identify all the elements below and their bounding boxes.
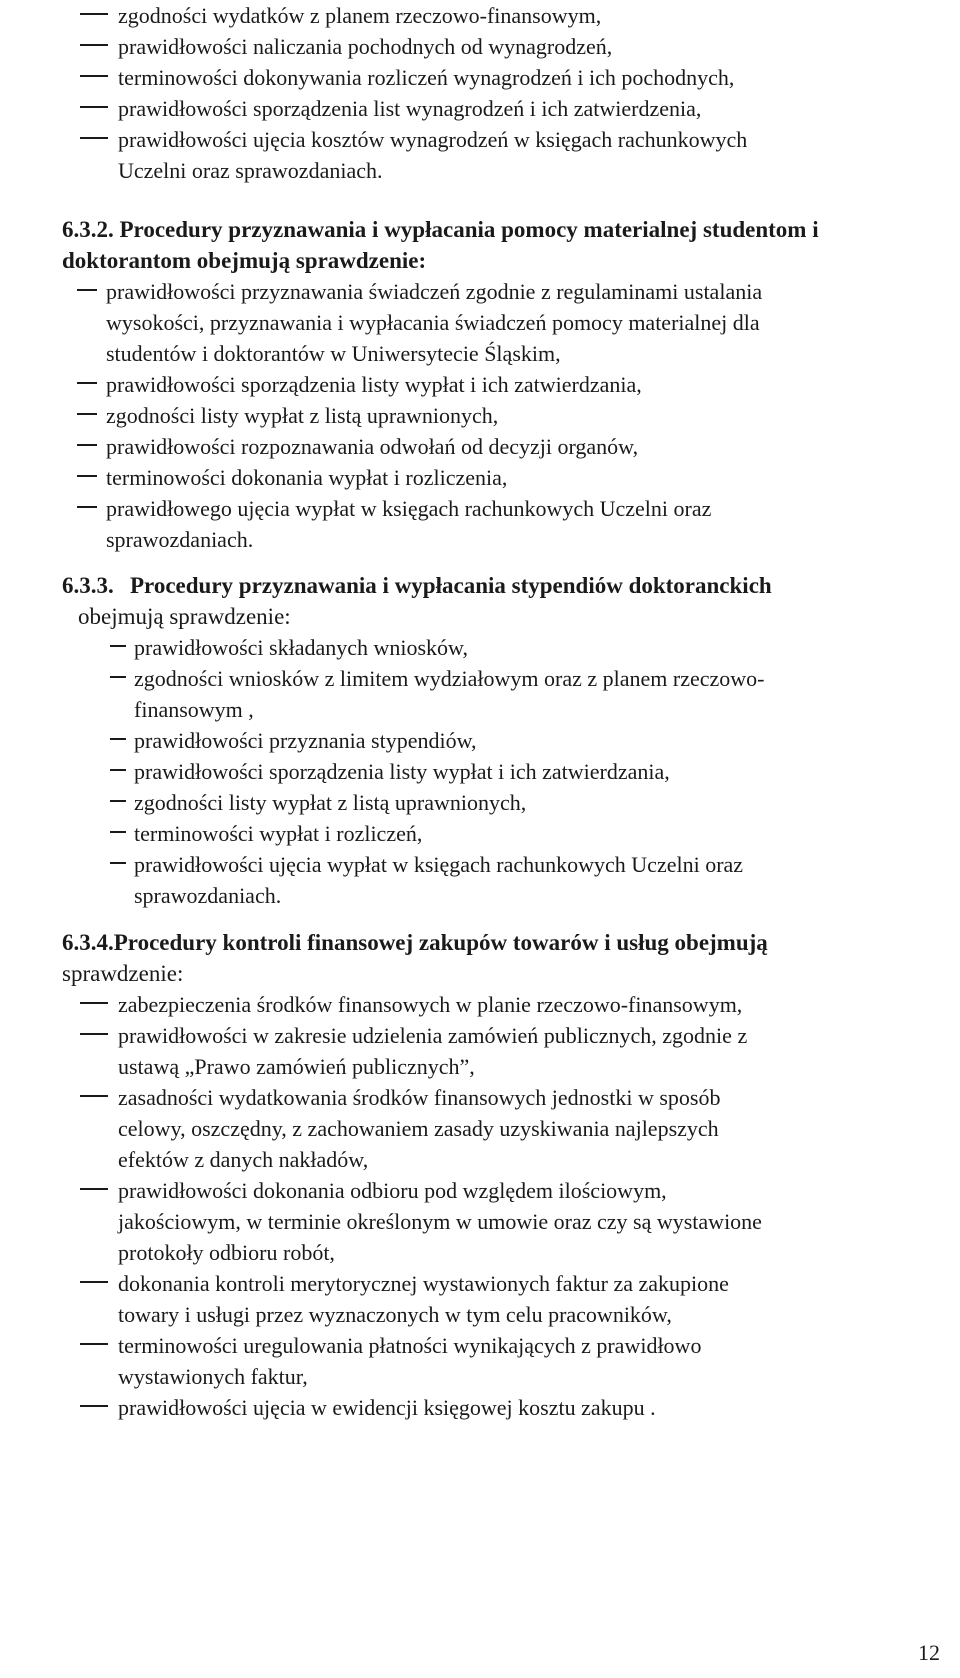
list-item-line: Uczelni oraz sprawozdaniach. — [118, 158, 383, 183]
dash-bullet — [80, 75, 108, 77]
dash-bullet — [110, 800, 126, 802]
list-item-line: protokoły odbioru robót, — [118, 1240, 335, 1265]
dash-bullet — [80, 137, 108, 139]
list-item-line: terminowości dokonania wypłat i rozliczenia, — [106, 465, 508, 490]
list-item-line: prawidłowości w zakresie udzielenia zamówień publicznych, zgodnie z — [118, 1023, 748, 1048]
dash-bullet — [80, 1095, 108, 1097]
list-item-line: sprawozdaniach. — [106, 527, 254, 552]
list-item-line: sprawozdaniach. — [134, 883, 282, 908]
list-item-line: celowy, oszczędny, z zachowaniem zasady uzyskiwania najlepszych — [118, 1116, 719, 1141]
dash-bullet — [110, 862, 126, 864]
page-number: 12 — [918, 1640, 940, 1665]
list-item-line: prawidłowego ujęcia wypłat w księgach rachunkowych Uczelni oraz — [106, 496, 712, 521]
dash-bullet — [77, 289, 97, 291]
dash-bullet — [110, 738, 126, 740]
list-item-line: wysokości, przyznawania i wypłacania świadczeń pomocy materialnej dla — [106, 310, 760, 335]
list-item-line: terminowości dokonywania rozliczeń wynagrodzeń i ich pochodnych, — [118, 65, 735, 90]
dash-bullet — [77, 382, 97, 384]
section-heading-continuation: doktorantom obejmują sprawdzenie: — [62, 248, 427, 273]
list-item-line: zgodności wniosków z limitem wydziałowym oraz z planem rzeczowo- — [134, 666, 765, 691]
section-heading: 6.3.4.Procedury kontroli finansowej zakupów towarów i usług obejmują — [62, 930, 768, 955]
dash-bullet — [80, 106, 108, 108]
list-item-line: studentów i doktorantów w Uniwersytecie Śląskim, — [106, 341, 561, 366]
list-item-line: prawidłowości składanych wniosków, — [134, 635, 469, 660]
dash-bullet — [77, 475, 97, 477]
dash-bullet — [80, 1405, 108, 1407]
dash-bullet — [80, 1343, 108, 1345]
list-item-line: prawidłowości sporządzenia list wynagrodzeń i ich zatwierdzenia, — [118, 96, 702, 121]
section-heading: Procedury przyznawania i wypłacania stypendiów doktoranckich — [130, 573, 772, 598]
section-heading-continuation: sprawdzenie: — [62, 961, 184, 986]
list-item-line: prawidłowości przyznania stypendiów, — [134, 728, 477, 753]
list-item-line: ustawą „Prawo zamówień publicznych”, — [118, 1054, 475, 1079]
section-heading-continuation: obejmują sprawdzenie: — [78, 604, 291, 629]
dash-bullet — [110, 769, 126, 771]
dash-bullet — [110, 831, 126, 833]
list-item-line: prawidłowości ujęcia w ewidencji księgowej kosztu zakupu . — [118, 1395, 656, 1420]
list-item-line: prawidłowości sporządzenia listy wypłat i ich zatwierdzania, — [134, 759, 670, 784]
list-item-line: towary i usługi przez wyznaczonych w tym celu pracowników, — [118, 1302, 672, 1327]
list-item-line: zgodności wydatków z planem rzeczowo-finansowym, — [118, 3, 602, 28]
dash-bullet — [77, 444, 97, 446]
section-heading: 6.3.2. Procedury przyznawania i wypłacania pomocy materialnej studentom i — [62, 217, 819, 242]
list-item-line: zgodności listy wypłat z listą uprawnionych, — [106, 403, 499, 428]
list-item-line: terminowości uregulowania płatności wynikających z prawidłowo — [118, 1333, 702, 1358]
list-item-line: prawidłowości rozpoznawania odwołań od decyzji organów, — [106, 434, 639, 459]
dash-bullet — [80, 1033, 108, 1035]
dash-bullet — [77, 413, 97, 415]
list-item-line: prawidłowości przyznawania świadczeń zgodnie z regulaminami ustalania — [106, 279, 763, 304]
list-item-line: prawidłowości naliczania pochodnych od wynagrodzeń, — [118, 34, 613, 59]
dash-bullet — [80, 1188, 108, 1190]
list-item-line: wystawionych faktur, — [118, 1364, 308, 1389]
list-item-line: prawidłowości ujęcia kosztów wynagrodzeń w księgach rachunkowych — [118, 127, 748, 152]
dash-bullet — [80, 1281, 108, 1283]
list-item-line: efektów z danych nakładów, — [118, 1147, 369, 1172]
dash-bullet — [80, 13, 108, 15]
list-item-line: finansowym , — [134, 697, 254, 722]
dash-bullet — [80, 44, 108, 46]
section-number: 6.3.3. — [62, 573, 114, 598]
dash-bullet — [80, 1002, 108, 1004]
list-item-line: zasadności wydatkowania środków finansowych jednostki w sposób — [118, 1085, 721, 1110]
list-item-line: prawidłowości ujęcia wypłat w księgach rachunkowych Uczelni oraz — [134, 852, 744, 877]
list-item-line: jakościowym, w terminie określonym w umowie oraz czy są wystawione — [118, 1209, 762, 1234]
list-item-line: zgodności listy wypłat z listą uprawnionych, — [134, 790, 527, 815]
list-item-line: terminowości wypłat i rozliczeń, — [134, 821, 423, 846]
dash-bullet — [77, 506, 97, 508]
list-item-line: dokonania kontroli merytorycznej wystawionych faktur za zakupione — [118, 1271, 729, 1296]
list-item-line: prawidłowości dokonania odbioru pod względem ilościowym, — [118, 1178, 667, 1203]
dash-bullet — [110, 676, 126, 678]
list-item-line: zabezpieczenia środków finansowych w planie rzeczowo-finansowym, — [118, 992, 743, 1017]
list-item-line: prawidłowości sporządzenia listy wypłat i ich zatwierdzania, — [106, 372, 642, 397]
dash-bullet — [110, 645, 126, 647]
